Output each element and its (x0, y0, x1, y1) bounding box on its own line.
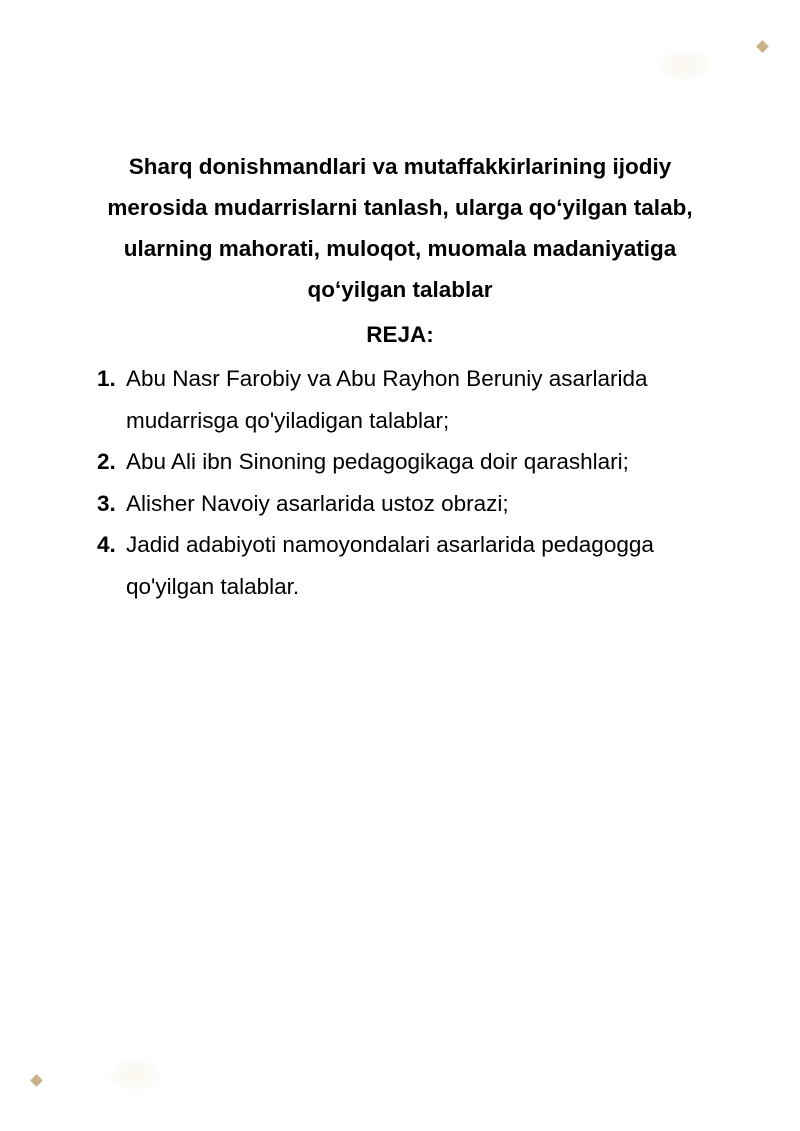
plan-item-text: Abu Nasr Farobiy va Abu Rayhon Beruniy asarlarida mudarrisga qo'yiladigan talablar; (126, 366, 648, 433)
plan-item-text: Abu Ali ibn Sinoning pedagogikaga doir qarashlari; (126, 449, 629, 474)
plan-item-number: 4. (97, 532, 116, 557)
plan-item (97, 483, 737, 525)
plan-item-number: 2. (97, 449, 116, 474)
plan-list (97, 358, 737, 607)
plan-item-text: Alisher Navoiy asarlarida ustoz obrazi; (126, 490, 509, 516)
plan-item-number: 3. (97, 490, 116, 516)
diamond-icon (756, 40, 769, 53)
plan-item-number: 1. (97, 366, 116, 391)
plan-heading: REJA: (366, 322, 434, 347)
corner-glow (110, 1060, 160, 1090)
plan-item (97, 524, 737, 607)
corner-glow (660, 50, 710, 80)
plan-item (97, 441, 737, 483)
plan-item-text: Jadid adabiyoti namoyondalari asarlarida pedagogga qo'yilgan talablar. (126, 532, 654, 599)
page-title: Sharq donishmandlari va mutaffakkirlarining ijodiy merosida mudarrislarni tanlash, ularga qo‘yilgan talab, ularning mahorati, muloqot, muomala madaniyatiga qo‘yilgan talablar (107, 154, 693, 302)
plan-item (97, 358, 737, 441)
diamond-icon (30, 1074, 43, 1087)
